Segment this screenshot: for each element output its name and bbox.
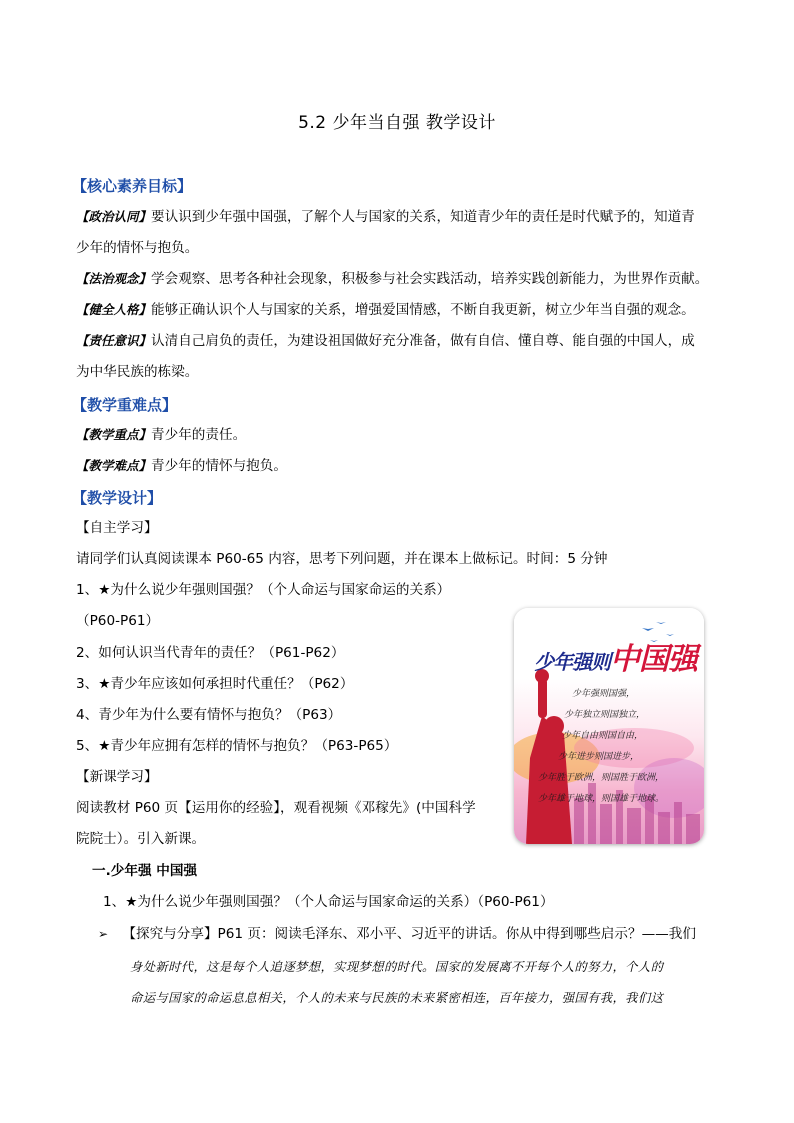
goal-text: 要认识到少年强中国强，了解个人与国家的关系，知道青少年的责任是时代赋予的，知道青 <box>151 209 695 225</box>
goal-political-cont: 少年的情怀与抱负。 <box>76 240 199 256</box>
point-label: 【教学重点】 <box>76 427 152 442</box>
poster-line: 少年雄于地球，则国雄于地球。 <box>538 794 665 804</box>
point-label: 【教学难点】 <box>76 458 152 473</box>
goal-label: 【健全人格】 <box>76 302 152 317</box>
poster-headline <box>534 634 697 678</box>
goal-text: 认清自己肩负的责任，为建设祖国做好充分准备，做有自信、懂自尊、能自强的中国人，成 <box>151 333 695 349</box>
handwritten-line-2: 命运与国家的命运息息相关，个人的未来与民族的未来紧密相连，百年接力，强国有我，我们这 <box>130 991 664 1005</box>
poster-line: 少年进步则国进步， <box>558 752 640 762</box>
goal-political <box>76 207 695 227</box>
goal-responsibility <box>76 331 695 351</box>
section-key-points: 【教学重难点】 <box>72 396 178 414</box>
question-2: 2、如何认识当代青年的责任？（P61-P62） <box>76 645 345 661</box>
self-study-heading: 【自主学习】 <box>76 520 158 536</box>
section-design: 【教学设计】 <box>72 489 163 507</box>
youth-strong-poster <box>514 608 704 844</box>
question-4: 4、青少年为什么要有情怀与抱负？（P63） <box>76 707 342 723</box>
goal-label: 【政治认同】 <box>76 209 152 224</box>
handwritten-line-1: 身处新时代，这是每个人追逐梦想，实现梦想的时代。国家的发展离不开每个人的努力，个人的 <box>130 960 664 974</box>
poster-verse <box>514 684 704 810</box>
arrow-bullet-icon: ➢ <box>98 927 109 941</box>
poster-headline-a: 少年强则 <box>534 650 610 674</box>
question-5: 5、★青少年应拥有怎样的情怀与抱负？（P63-P65） <box>76 738 398 754</box>
goal-text: 学会观察、思考各种社会现象，积极参与社会实践活动，培养实践创新能力，为世界作贡献。 <box>151 271 709 287</box>
new-lesson-line-1: 阅读教材 P60 页【运用你的经验】，观看视频《邓稼先》(中国科学 <box>76 800 476 816</box>
goal-responsibility-cont: 为中华民族的栋梁。 <box>76 364 199 380</box>
poster-line: 少年自由则国自由， <box>562 731 644 741</box>
poster-headline-b: 中国强 <box>610 642 697 677</box>
explore-share-text: 【探究与分享】P61 页：阅读毛泽东、邓小平、习近平的讲话。你从中得到哪些启示？——我们 <box>122 926 696 942</box>
question-3: 3、★青少年应该如何承担时代重任？（P62） <box>76 676 354 692</box>
point-difficult <box>76 456 287 476</box>
poster-line: 少年强则国强， <box>572 689 636 699</box>
goal-law <box>76 269 708 289</box>
new-lesson-heading: 【新课学习】 <box>76 769 158 785</box>
point-key <box>76 425 246 445</box>
lesson-question-1: 1、★为什么说少年强则国强？（个人命运与国家命运的关系）（P60-P61） <box>103 894 554 910</box>
goal-personality <box>76 300 695 320</box>
section-core-goals: 【核心素养目标】 <box>72 177 193 195</box>
question-1-cont: （P60-P61） <box>76 613 160 629</box>
goal-label: 【责任意识】 <box>76 333 152 348</box>
new-lesson-line-2: 院院士）。引入新课。 <box>76 831 206 847</box>
subheading-youth-strong: 一.少年强 中国强 <box>92 863 198 879</box>
point-text: 青少年的情怀与抱负。 <box>151 458 287 474</box>
poster-line: 少年胜于欧洲，则国胜于欧洲， <box>538 773 665 783</box>
poster-line: 少年独立则国独立， <box>564 710 646 720</box>
point-text: 青少年的责任。 <box>151 427 247 443</box>
question-1: 1、★为什么说少年强则国强？（个人命运与国家命运的关系） <box>76 582 451 598</box>
goal-text: 能够正确认识个人与国家的关系，增强爱国情感，不断自我更新，树立少年当自强的观念。 <box>151 302 695 318</box>
explore-share-item <box>98 924 696 944</box>
goal-label: 【法治观念】 <box>76 271 152 286</box>
page-title: 5.2 少年当自强 教学设计 <box>298 113 496 133</box>
self-study-intro: 请同学们认真阅读课本 P60-65 内容，思考下列问题，并在课本上做标记。时间：5 分钟 <box>76 551 608 567</box>
